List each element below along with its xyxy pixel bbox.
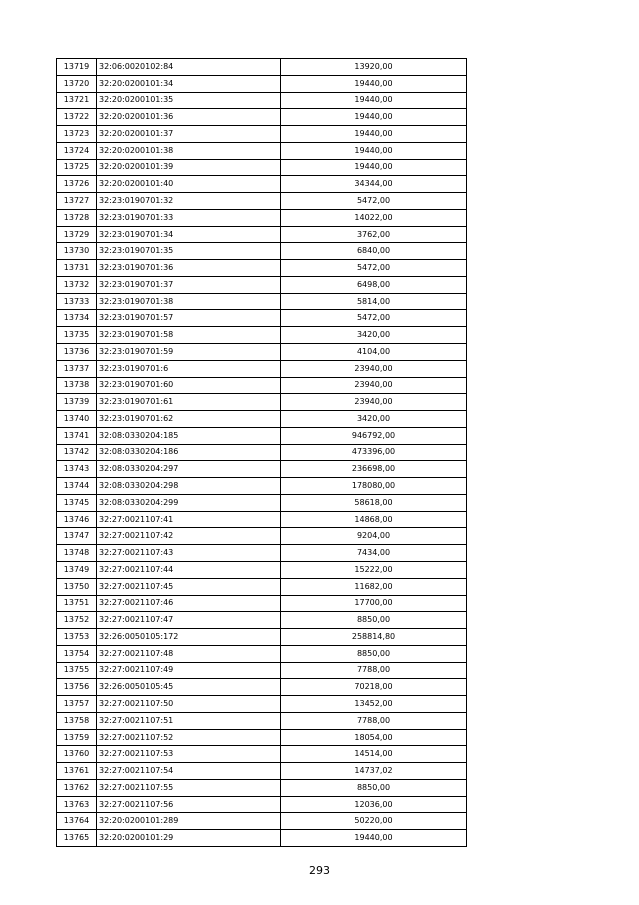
row-number: 13750	[57, 578, 97, 595]
cadastral-number: 32:23:0190701:38	[97, 293, 281, 310]
table-row	[57, 327, 467, 344]
cadastral-number: 32:20:0200101:40	[97, 176, 281, 193]
cadastral-number: 32:08:0330204:299	[97, 494, 281, 511]
row-number: 13744	[57, 478, 97, 495]
cadastral-number: 32:27:0021107:43	[97, 545, 281, 562]
table-row	[57, 813, 467, 830]
table-row	[57, 796, 467, 813]
cadastral-value: 7788,00	[281, 712, 467, 729]
cadastral-value: 7434,00	[281, 545, 467, 562]
cadastral-value: 15222,00	[281, 561, 467, 578]
row-number: 13763	[57, 796, 97, 813]
table-row	[57, 377, 467, 394]
cadastral-value: 9204,00	[281, 528, 467, 545]
cadastral-number: 32:27:0021107:41	[97, 511, 281, 528]
cadastral-number: 32:20:0200101:35	[97, 92, 281, 109]
cadastral-number: 32:20:0200101:37	[97, 126, 281, 143]
cadastral-value: 5472,00	[281, 193, 467, 210]
cadastral-value: 14514,00	[281, 746, 467, 763]
table-row	[57, 109, 467, 126]
cadastral-number: 32:27:0021107:50	[97, 696, 281, 713]
cadastral-value: 236698,00	[281, 461, 467, 478]
cadastral-value: 19440,00	[281, 126, 467, 143]
table-row	[57, 645, 467, 662]
row-number: 13745	[57, 494, 97, 511]
table-row	[57, 444, 467, 461]
table-body	[57, 59, 467, 847]
row-number: 13736	[57, 344, 97, 361]
cadastral-value: 19440,00	[281, 159, 467, 176]
cadastral-number: 32:20:0200101:289	[97, 813, 281, 830]
cadastral-number: 32:23:0190701:37	[97, 276, 281, 293]
cadastral-number: 32:23:0190701:58	[97, 327, 281, 344]
row-number: 13723	[57, 126, 97, 143]
row-number: 13735	[57, 327, 97, 344]
table-row	[57, 226, 467, 243]
cadastral-value: 23940,00	[281, 377, 467, 394]
cadastral-value: 50220,00	[281, 813, 467, 830]
cadastral-value: 7788,00	[281, 662, 467, 679]
cadastral-number: 32:26:0050105:172	[97, 629, 281, 646]
cadastral-value: 19440,00	[281, 92, 467, 109]
table-row	[57, 92, 467, 109]
cadastral-number: 32:08:0330204:297	[97, 461, 281, 478]
row-number: 13734	[57, 310, 97, 327]
cadastral-number: 32:27:0021107:54	[97, 763, 281, 780]
table-row	[57, 494, 467, 511]
table-row	[57, 126, 467, 143]
table-row	[57, 293, 467, 310]
table-row	[57, 746, 467, 763]
table-row	[57, 411, 467, 428]
cadastral-number: 32:23:0190701:6	[97, 360, 281, 377]
cadastral-value: 13452,00	[281, 696, 467, 713]
table-row	[57, 511, 467, 528]
table-row	[57, 75, 467, 92]
cadastral-number: 32:23:0190701:34	[97, 226, 281, 243]
cadastral-value: 17700,00	[281, 595, 467, 612]
cadastral-value: 19440,00	[281, 109, 467, 126]
cadastral-value: 14737,02	[281, 763, 467, 780]
cadastral-value: 14022,00	[281, 209, 467, 226]
cadastral-number: 32:23:0190701:33	[97, 209, 281, 226]
table-row	[57, 729, 467, 746]
cadastral-value: 58618,00	[281, 494, 467, 511]
row-number: 13725	[57, 159, 97, 176]
row-number: 13764	[57, 813, 97, 830]
row-number: 13747	[57, 528, 97, 545]
cadastral-value: 14868,00	[281, 511, 467, 528]
cadastral-value: 12036,00	[281, 796, 467, 813]
table-row	[57, 209, 467, 226]
cadastral-value: 946792,00	[281, 427, 467, 444]
row-number: 13722	[57, 109, 97, 126]
table-row	[57, 260, 467, 277]
table-row	[57, 595, 467, 612]
cadastral-number: 32:20:0200101:29	[97, 830, 281, 847]
cadastral-number: 32:27:0021107:53	[97, 746, 281, 763]
table-row	[57, 360, 467, 377]
row-number: 13730	[57, 243, 97, 260]
cadastral-number: 32:23:0190701:32	[97, 193, 281, 210]
row-number: 13762	[57, 779, 97, 796]
cadastral-number: 32:27:0021107:47	[97, 612, 281, 629]
cadastral-value: 3420,00	[281, 327, 467, 344]
table-row	[57, 528, 467, 545]
row-number: 13758	[57, 712, 97, 729]
cadastral-number: 32:20:0200101:39	[97, 159, 281, 176]
cadastral-number: 32:27:0021107:49	[97, 662, 281, 679]
cadastral-value: 6498,00	[281, 276, 467, 293]
cadastral-value: 23940,00	[281, 360, 467, 377]
cadastral-value: 8850,00	[281, 779, 467, 796]
cadastral-number: 32:23:0190701:60	[97, 377, 281, 394]
cadastral-value: 34344,00	[281, 176, 467, 193]
cadastral-value: 473396,00	[281, 444, 467, 461]
cadastral-number: 32:23:0190701:57	[97, 310, 281, 327]
table-row	[57, 159, 467, 176]
table-row	[57, 344, 467, 361]
table-row	[57, 142, 467, 159]
cadastral-value: 11682,00	[281, 578, 467, 595]
row-number: 13761	[57, 763, 97, 780]
table-row	[57, 461, 467, 478]
cadastral-value: 13920,00	[281, 59, 467, 76]
cadastral-value: 18054,00	[281, 729, 467, 746]
row-number: 13737	[57, 360, 97, 377]
row-number: 13748	[57, 545, 97, 562]
cadastral-value: 258814,80	[281, 629, 467, 646]
table-row	[57, 629, 467, 646]
cadastral-number: 32:27:0021107:45	[97, 578, 281, 595]
row-number: 13752	[57, 612, 97, 629]
cadastral-value: 3420,00	[281, 411, 467, 428]
cadastral-value: 8850,00	[281, 645, 467, 662]
cadastral-number: 32:08:0330204:298	[97, 478, 281, 495]
table-row	[57, 561, 467, 578]
row-number: 13741	[57, 427, 97, 444]
table-row	[57, 662, 467, 679]
cadastral-value: 19440,00	[281, 75, 467, 92]
cadastral-number: 32:08:0330204:186	[97, 444, 281, 461]
row-number: 13753	[57, 629, 97, 646]
row-number: 13755	[57, 662, 97, 679]
cadastral-number: 32:27:0021107:44	[97, 561, 281, 578]
table-row	[57, 478, 467, 495]
cadastral-number: 32:20:0200101:34	[97, 75, 281, 92]
cadastral-value: 4104,00	[281, 344, 467, 361]
table-row	[57, 176, 467, 193]
row-number: 13765	[57, 830, 97, 847]
cadastral-number: 32:27:0021107:55	[97, 779, 281, 796]
cadastral-number: 32:23:0190701:62	[97, 411, 281, 428]
row-number: 13726	[57, 176, 97, 193]
table-row	[57, 59, 467, 76]
row-number: 13743	[57, 461, 97, 478]
cadastral-table	[56, 58, 467, 847]
cadastral-number: 32:20:0200101:38	[97, 142, 281, 159]
cadastral-number: 32:23:0190701:35	[97, 243, 281, 260]
row-number: 13746	[57, 511, 97, 528]
cadastral-value: 8850,00	[281, 612, 467, 629]
cadastral-number: 32:08:0330204:185	[97, 427, 281, 444]
row-number: 13724	[57, 142, 97, 159]
row-number: 13754	[57, 645, 97, 662]
cadastral-value: 178080,00	[281, 478, 467, 495]
cadastral-value: 23940,00	[281, 394, 467, 411]
cadastral-number: 32:27:0021107:51	[97, 712, 281, 729]
cadastral-number: 32:27:0021107:48	[97, 645, 281, 662]
row-number: 13759	[57, 729, 97, 746]
row-number: 13740	[57, 411, 97, 428]
cadastral-value: 5814,00	[281, 293, 467, 310]
table-row	[57, 696, 467, 713]
cadastral-number: 32:20:0200101:36	[97, 109, 281, 126]
table-row	[57, 545, 467, 562]
cadastral-value: 3762,00	[281, 226, 467, 243]
table-row	[57, 427, 467, 444]
table-row	[57, 830, 467, 847]
table-row	[57, 712, 467, 729]
row-number: 13742	[57, 444, 97, 461]
table-row	[57, 679, 467, 696]
table-row	[57, 310, 467, 327]
row-number: 13732	[57, 276, 97, 293]
cadastral-number: 32:23:0190701:36	[97, 260, 281, 277]
row-number: 13727	[57, 193, 97, 210]
table-row	[57, 779, 467, 796]
table-row	[57, 612, 467, 629]
cadastral-number: 32:26:0050105:45	[97, 679, 281, 696]
cadastral-number: 32:23:0190701:59	[97, 344, 281, 361]
cadastral-number: 32:27:0021107:52	[97, 729, 281, 746]
row-number: 13719	[57, 59, 97, 76]
row-number: 13751	[57, 595, 97, 612]
table-row	[57, 763, 467, 780]
row-number: 13749	[57, 561, 97, 578]
row-number: 13739	[57, 394, 97, 411]
cadastral-value: 19440,00	[281, 142, 467, 159]
cadastral-number: 32:27:0021107:46	[97, 595, 281, 612]
cadastral-value: 19440,00	[281, 830, 467, 847]
row-number: 13738	[57, 377, 97, 394]
cadastral-number: 32:06:0020102:84	[97, 59, 281, 76]
cadastral-number: 32:27:0021107:42	[97, 528, 281, 545]
cadastral-value: 5472,00	[281, 260, 467, 277]
cadastral-number: 32:23:0190701:61	[97, 394, 281, 411]
table-row	[57, 578, 467, 595]
row-number: 13720	[57, 75, 97, 92]
table-row	[57, 193, 467, 210]
page-number: 293	[309, 864, 330, 877]
row-number: 13733	[57, 293, 97, 310]
table-row	[57, 276, 467, 293]
row-number: 13721	[57, 92, 97, 109]
cadastral-value: 6840,00	[281, 243, 467, 260]
row-number: 13728	[57, 209, 97, 226]
cadastral-number: 32:27:0021107:56	[97, 796, 281, 813]
row-number: 13729	[57, 226, 97, 243]
row-number: 13756	[57, 679, 97, 696]
table-row	[57, 394, 467, 411]
row-number: 13731	[57, 260, 97, 277]
cadastral-value: 70218,00	[281, 679, 467, 696]
row-number: 13757	[57, 696, 97, 713]
cadastral-value: 5472,00	[281, 310, 467, 327]
table-row	[57, 243, 467, 260]
row-number: 13760	[57, 746, 97, 763]
